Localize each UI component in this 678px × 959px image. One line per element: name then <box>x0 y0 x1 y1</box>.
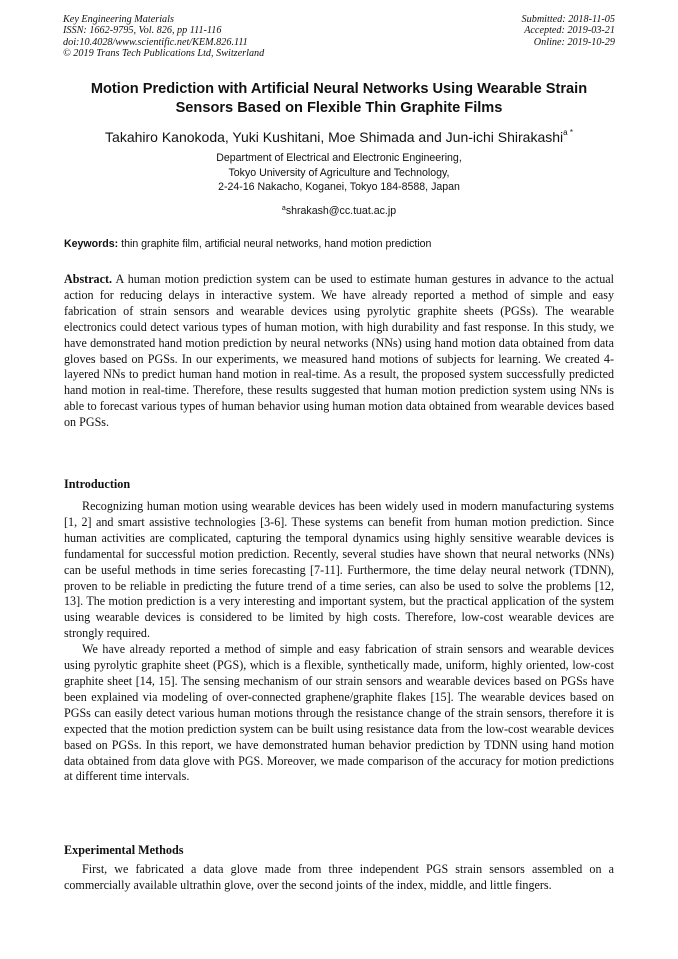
corresponding-email <box>60 202 618 218</box>
journal-issn: ISSN: 1662-9795, Vol. 826, pp 111-116 <box>63 25 222 37</box>
abstract-label: Abstract. <box>64 272 113 286</box>
author-names: Takahiro Kanokoda, Yuki Kushitani, Moe Shimada and Jun-ichi Shirakashi <box>105 129 564 145</box>
submission-dates <box>522 14 615 48</box>
author-affiliation-mark: a * <box>563 128 573 137</box>
journal-doi[interactable]: doi:10.4028/www.scientific.net/KEM.826.111 <box>63 36 248 48</box>
date-accepted: Accepted: 2019-03-21 <box>524 25 615 37</box>
journal-copyright: © 2019 Trans Tech Publications Ltd, Switzerland <box>63 48 265 60</box>
affiliation-address: 2-24-16 Nakacho, Koganei, Tokyo 184-8588, Japan <box>218 181 460 194</box>
keywords <box>64 237 624 251</box>
experimental-body <box>64 862 614 894</box>
section-heading-introduction: Introduction <box>64 477 131 491</box>
keywords-label: Keywords: <box>64 238 119 250</box>
introduction-paragraph-2: We have already reported a method of simple and easy fabrication of strain sensors and wearable devices using pyrolytic graphite sheet (PGS), which is a flexible, synthetically made, uniform, highly oriented, low-cost graphite sheet [14, 15]. The sensing mechanism of our strain sensors and wearable devices based on PGSs have been explained via modeling of over-connected graphene/graphite flakes [15]. The wearable devices based on PGSs can easily detect various human motions through the resistance change of the strain sensors, therefore it is expected that the motion prediction system can be built using resistance data from the low-cost wearable devices based on PGSs. In this report, we have demonstrated human behavior prediction by TDNN using hand motion data obtained from data glove with PGS. Moreover, we made comparison of the accuracy for motion predictions at different time intervals. <box>64 642 614 784</box>
date-online: Online: 2019-10-29 <box>533 36 615 48</box>
email-address[interactable]: shrakash@cc.tuat.ac.jp <box>285 205 397 217</box>
abstract-text: A human motion prediction system can be used to estimate human gestures in advance to the actual action for reducing delays in interactive system. We have already reported a method of simple and easy fabrication of strain sensors and wearable devices using pyrolytic graphite sheets (PGSs). The wearable electronics could detect various types of human motion, with high durability and fast response. In this study, we have demonstrated hand motion prediction by neural networks (NNs) using hand motion data obtained from data gloves based on PGSs. In our experiments, we measured hand motions of subjects for learning. We created 4-layered NNs to predict human hand motion in real-time. As a result, the proposed system successfully predicted hand motion in real-time. Therefore, these results suggested that human motion prediction system using NNs is able to forecast various types of human behavior using human motion data obtained from wearable devices based on PGSs. <box>64 272 615 430</box>
introduction-paragraph-1: Recognizing human motion using wearable devices has been widely used in modern manufacturing systems [1, 2] and smart assistive technologies [3-6]. These systems can benefit from human motion prediction. Since human activities are complicated, capturing the temporal dynamics using highly sensitive wearable devices is fundamental for successful motion prediction. Recently, several studies have shown that neural networks (NNs) can be useful methods in time series forecasting [7-11]. Furthermore, the time delay neural network (TDNN), proven to be reliable in predicting the future trend of a time series, can also be used to solve the problems [12, 13]. The motion prediction is a very interesting and important system, but the practical application of the system using wearable devices is considered to be limited by high costs. Therefore, low-cost wearable devices are strongly required. <box>64 499 614 641</box>
affiliation <box>60 151 618 195</box>
keywords-text: thin graphite film, artificial neural networks, hand motion prediction <box>121 238 432 250</box>
title-line-1: Motion Prediction with Artificial Neural Networks Using Wearable Strain <box>90 81 588 97</box>
email-mark: a <box>281 205 286 212</box>
abstract <box>64 272 614 431</box>
title-line-2: Sensors Based on Flexible Thin Graphite Films <box>175 100 503 116</box>
date-submitted: Submitted: 2018-11-05 <box>521 14 615 25</box>
section-heading-experimental: Experimental Methods <box>64 843 184 857</box>
journal-info <box>63 14 264 60</box>
affiliation-university: Tokyo University of Agriculture and Technology, <box>228 166 450 179</box>
affiliation-department: Department of Electrical and Electronic Engineering, <box>216 152 462 164</box>
paper-title <box>50 80 628 118</box>
author-list <box>40 124 638 146</box>
introduction-body <box>64 499 614 785</box>
journal-name: Key Engineering Materials <box>63 14 174 25</box>
experimental-paragraph-1: First, we fabricated a data glove made from three independent PGS strain sensors assembled on a commercially available ultrathin glove, over the second joints of the index, middle, and little fingers. <box>64 862 614 892</box>
